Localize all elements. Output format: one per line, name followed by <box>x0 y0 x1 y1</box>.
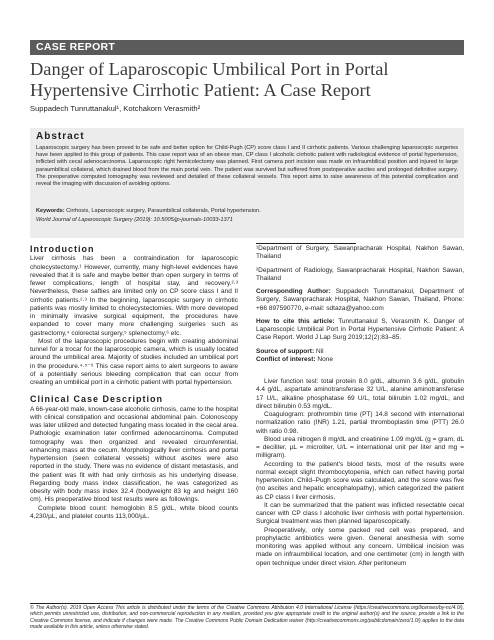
article-title: Danger of Laparoscopic Umbilical Port in Portal Hypertensive Cirrhotic Patient: A Case Report <box>30 59 389 100</box>
source-of-support <box>256 348 464 356</box>
license-text: © The Author(s). 2019 Open Access This article is distributed under the terms of the Creative Commons Attribution 4.0 International License (https://creativecommons.org/licenses/by-nc/4.0/), which permits unrestricted use, distribution, and non-commercial reproduction in any medium, provided you give appropriate credit to the original author(s) and the source, provide a link to the Creative Commons license, and indicate if changes were made. The Creative Commons Public Domain Dedication waiver (http://creativecommons.org/publicdomain/zero/1.0/) applies to the data made available in this article, unless otherwise stated. <box>30 605 464 631</box>
intro-heading: Introduction <box>30 244 95 254</box>
license-rule <box>30 603 464 604</box>
conflict-of-interest-text: None <box>317 355 333 363</box>
keywords <box>36 208 458 215</box>
affiliation-1: ¹Department of Surgery, Sawanpracharak Hospital, Nakhon Sawan, Thailand <box>256 245 464 261</box>
left-column <box>30 245 238 521</box>
blood-test-summary-paragraph: According to the patient's blood tests, most of the results were normal except slight thrombocytopenia, which can reflect having portal hypertension. Child–Pugh score was calculated, and the score was five (no ascites and hepatic encephalopathy), which categorized the patient as CP class I liver cirrhosis. <box>256 460 464 501</box>
case-heading: Clinical Case Description <box>30 394 164 405</box>
source-of-support-text: Nil <box>315 347 324 355</box>
operation-paragraph: Preoperatively, only some packed red cell was prepared, and prophylactic antibiotics were given. General anesthesia with some monitoring was applied without any concern. Umbilical incision was made on infraumbilical location, and one centimeter (cm) in length with open technique under direct vision. After peritoneum <box>256 526 464 567</box>
affiliation-2: ²Department of Radiology, Sawanpracharak Hospital, Nakhon Sawan, Thailand <box>256 266 464 282</box>
intro-paragraph-2: Most of the laparoscopic procedures begin with creating abdominal tunnel for a trocar for the laparoscopic camera, which is usually located around the umbilical area. Majority of studies included an umbilical port in the procedure.⁴·⁵⁻⁹ This case report aims to alert surgeons to aware of a potentially serious bleeding complication that can occur from creating an umbilical port in a cirrhotic patient with portal hypertension. <box>30 337 238 386</box>
how-to-cite-label: How to cite this article: <box>256 317 335 325</box>
abstract-box <box>30 128 464 238</box>
case-summary-paragraph: It can be summarized that the patient was inflicted resectable cecal cancer with CP class I alcoholic liver cirrhosis with portal hypertension. Surgical treatment was then planned laparoscopically. <box>256 501 464 526</box>
keywords-label: Keywords: <box>36 208 65 214</box>
keywords-text: Cirrhosis, Laparoscopic surgery, Paraumbilical collaterals, Portal hypertension. <box>66 208 261 214</box>
conflict-of-interest <box>256 356 464 364</box>
how-to-cite <box>256 318 464 343</box>
author-list: Suppadech Tunruttanakul¹, Kotchakorn Verasmith² <box>30 104 201 113</box>
renal-paragraph: Blood urea nitrogen 8 mg/dL and creatinine 1.09 mg/dL (g = gram, dL = deciliter, µL = microliter, U/L = international unit per liter and mg = milligram). <box>256 435 464 460</box>
how-to-cite-text: Tunruttanakul S, Verasmith K. Danger of Laparoscopic Umbilical Port in Portal Hypertensive Cirrhotic Patient: A Case Report. World J Lap Surg 2019;12(2):83–85. <box>256 317 464 342</box>
corresponding-author <box>256 288 464 313</box>
case-paragraph-1: A 66-year-old male, known-case alcoholic cirrhosis, came to the hospital with clinical constipation and occasional abdominal pain. Colonoscopy was later utilized and detected fungating mass located in the cecal area. Pathologic examination later confirmed adenocarcinoma. Computed tomography was then organized and revealed circumferential, enhancing mass at the cecum. Morphologically liver cirrhosis and portal hypertension (seen collateral vessels) without ascites were also reported in the study. There was no evidence of distant metastasis, and the patient was fit with had only cirrhosis as his underlying disease. Regarding body mass index classification, he was categorized as obesity with body mass index 32.4 (bodyweight 83 kg and height 160 cm). His preoperative blood test results were as followings. <box>30 405 238 504</box>
corresponding-author-text: Suppadech Tunruttanakul, Department of Surgery, Sawanpracharak Hospital, Nakhon Sawan, Thailand, Phone: +66 897590770, e-mail: sdtaza@yahoo.com <box>256 288 464 312</box>
coagulogram-paragraph: Coagulogram: prothrombin time (PT) 14.8 second with international normalization ratio (INR) 1.21, partial thromboplastin time (PTT) 26.0 with ratio 0.98. <box>256 411 464 435</box>
case-paragraph-2: Complete blood count: hemoglobin 8.5 g/dL, white blood counts 4,230/µL, and platelet counts 113,000/µL. <box>30 504 238 520</box>
intro-paragraph-1: Liver cirrhosis has been a contraindication for laparoscopic cholecystectomy.¹ However, currently, many high-level evidences have revealed that it is safe and maybe better than open surgery in terms of fewer complications, length of hospital stay, and recovery.²·³ Nevertheless, these safties are limited only on CP score class I and II cirrhotic patients.²·³ In the beginning, laparoscopic surgery in cirrhotic patients was mostly limited to cholecystectomies. With more developed in minimally invasive surgical equipment, the procedures have expanded to cover many more challenging surgeries such as gastrectomy,⁴ colorectal surgery,⁵ splenectomy,⁶ etc. <box>30 255 238 337</box>
footnote-rule <box>256 243 356 244</box>
abstract-heading: Abstract <box>36 131 85 142</box>
liver-function-paragraph: Liver function test: total protein 8.0 g/dL, albumin 3.6 g/dL, globulin 4.4 g/dL, aspartate aminotransferase 32 U/L, alanine aminotransferase 17 U/L, alkaline phosphatase 69 U/L, total bilirubin 1.02 mg/dL, and direct bilirubin 0.53 mg/dL. <box>256 378 464 410</box>
article-type-banner <box>30 40 464 55</box>
source-of-support-label: Source of support: <box>256 347 315 355</box>
abstract-body: Laparoscopic surgery has been proved to be safe and better option for Child-Pugh (CP) score class I and II cirrhotic patients. Various challenging laparoscopic surgeries have been applied to this group of patients. This case report was of an obese man, CP class I alcoholic cirrhotic patient with radiological evidence of portal hypertension, inflicted with cecal adenocarcinoma. Laparoscopic right hemicolectomy was planned. First camera port incision was made on infraumbilical position and injured to large paraumbilical collateral, which drained blood from the main portal vein. The patient was survived but suffered from postoperative ascites and prolonged definitive surgery. The preoperative computed tomography was reviewed and detailed of these collateral vessels. This report aims to raise awareness of this potential complication and reveal the imaging with discussion of avoiding options. <box>36 145 458 188</box>
right-column <box>256 245 464 568</box>
article-type-label: CASE REPORT <box>36 41 116 53</box>
conflict-of-interest-label: Conflict of interest: <box>256 355 316 363</box>
journal-citation: World Journal of Laparoscopic Surgery (2019): 10.5005/jp-journals-10033-1371 <box>36 217 233 223</box>
corresponding-author-label: Corresponding Author: <box>256 288 331 295</box>
